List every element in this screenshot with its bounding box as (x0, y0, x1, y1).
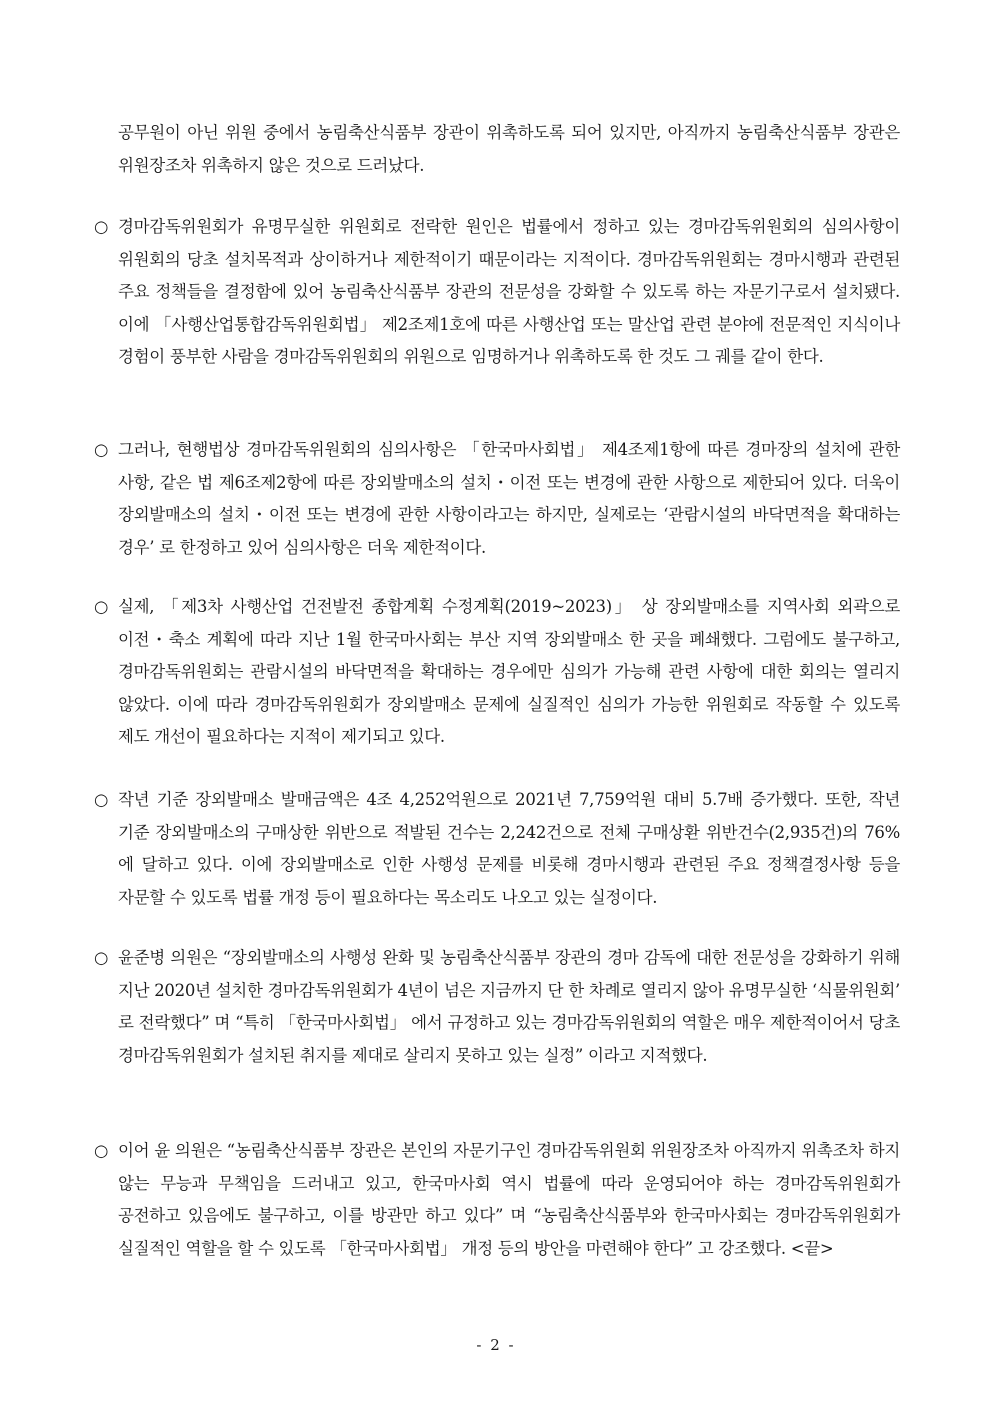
paragraph-6 (94, 1135, 900, 1265)
paragraph-text: 윤준병 의원은 “장외발매소의 사행성 완화 및 농림축산식품부 장관의 경마 감독에 대한 전문성을 강화하기 위해 지난 2020년 설치한 경마감독위원회가 4년이 넘은 지금까지 단 한 차례로 열리지 않아 유명무실한 ‘식물위원회’ 로 전락했다” 며 “특히 「한국마사회법」 에서 규정하고 있는 경마감독위원회의 역할은 매우 제한적이어서 당초 경마감독위원회가 설치된 취지를 제대로 살리지 못하고 있는 실정” 이라고 지적했다. (118, 948, 901, 1065)
bullet-symbol: ○ (94, 597, 109, 616)
bullet-symbol: ○ (94, 790, 109, 809)
paragraph-text: 그러나, 현행법상 경마감독위원회의 심의사항은 「한국마사회법」 제4조제1항에 따른 경마장의 설치에 관한 사항, 같은 법 제6조제2항에 따른 장외발매소의 설치・이전 또는 변경에 관한 사항으로 제한되어 있다. 더욱이 장외발매소의 설치・이전 또는 변경에 관한 사항이라고는 하지만, 실제로는 ‘관람시설의 바닥면적을 확대하는 경우’ 로 한정하고 있어 심의사항은 더욱 제한적이다. (118, 440, 900, 557)
paragraph-4 (94, 784, 900, 914)
paragraph-2 (94, 434, 900, 564)
bullet-symbol: ○ (94, 948, 109, 967)
paragraph-text: 경마감독위원회가 유명무실한 위원회로 전락한 원인은 법률에서 정하고 있는 경마감독위원회의 심의사항이 위원회의 당초 설치목적과 상이하거나 제한적이기 때문이라는 지적이다. 경마감독위원회는 경마시행과 관련된 주요 정책들을 결정함에 있어 농림축산식품부 장관의 전문성을 강화할 수 있도록 하는 자문기구로서 설치됐다. 이에 「사행산업통합감독위원회법」 제2조제1호에 따른 사행산업 또는 말산업 관련 분야에 전문적인 지식이나 경험이 풍부한 사람을 경마감독위원회의 위원으로 임명하거나 위촉하도록 한 것도 그 궤를 같이 한다. (118, 217, 900, 367)
bullet-symbol: ○ (94, 440, 109, 459)
paragraph-5 (94, 942, 900, 1072)
paragraph-text: 작년 기준 장외발매소 발매금액은 4조 4,252억원으로 2021년 7,759억원 대비 5.7배 증가했다. 또한, 작년 기준 장외발매소의 구매상한 위반으로 적발된 건수는 2,242건으로 전체 구매상환 위반건수(2,935건)의 76%에 달하고 있다. 이에 장외발매소로 인한 사행성 문제를 비롯해 경마시행과 관련된 주요 정책결정사항 등을 자문할 수 있도록 법률 개정 등이 필요하다는 목소리도 나오고 있는 실정이다. (118, 790, 900, 907)
continued-paragraph: 공무원이 아닌 위원 중에서 농림축산식품부 장관이 위촉하도록 되어 있지만, 아직까지 농림축산식품부 장관은 위원장조차 위촉하지 않은 것으로 드러났다. (118, 123, 900, 175)
paragraph-1 (94, 211, 900, 374)
bullet-symbol: ○ (94, 217, 109, 236)
page-number: - 2 - (476, 1336, 516, 1354)
paragraph-text: 실제, 「제3차 사행산업 건전발전 종합계획 수정계획(2019~2023)」 상 장외발매소를 지역사회 외곽으로 이전・축소 계획에 따라 지난 1월 한국마사회는 부산 지역 장외발매소 한 곳을 폐쇄했다. 그럼에도 불구하고, 경마감독위원회는 관람시설의 바닥면적을 확대하는 경우에만 심의가 가능해 관련 사항에 대한 회의는 열리지 않았다. 이에 따라 경마감독위원회가 장외발매소 문제에 실질적인 심의가 가능한 위원회로 작동할 수 있도록 제도 개선이 필요하다는 지적이 제기되고 있다. (118, 597, 900, 747)
paragraph-text: 이어 윤 의원은 “농림축산식품부 장관은 본인의 자문기구인 경마감독위원회 위원장조차 아직까지 위촉조차 하지 않는 무능과 무책임을 드러내고 있고, 한국마사회 역시 법률에 따라 운영되어야 하는 경마감독위원회가 공전하고 있음에도 불구하고, 이를 방관만 하고 있다” 며 “농림축산식품부와 한국마사회는 경마감독위원회가 실질적인 역할을 할 수 있도록 「한국마사회법」 개정 등의 방안을 마련해야 한다” 고 강조했다. <끝> (118, 1141, 900, 1258)
bullet-symbol: ○ (94, 1141, 109, 1160)
paragraph-3 (94, 591, 900, 754)
